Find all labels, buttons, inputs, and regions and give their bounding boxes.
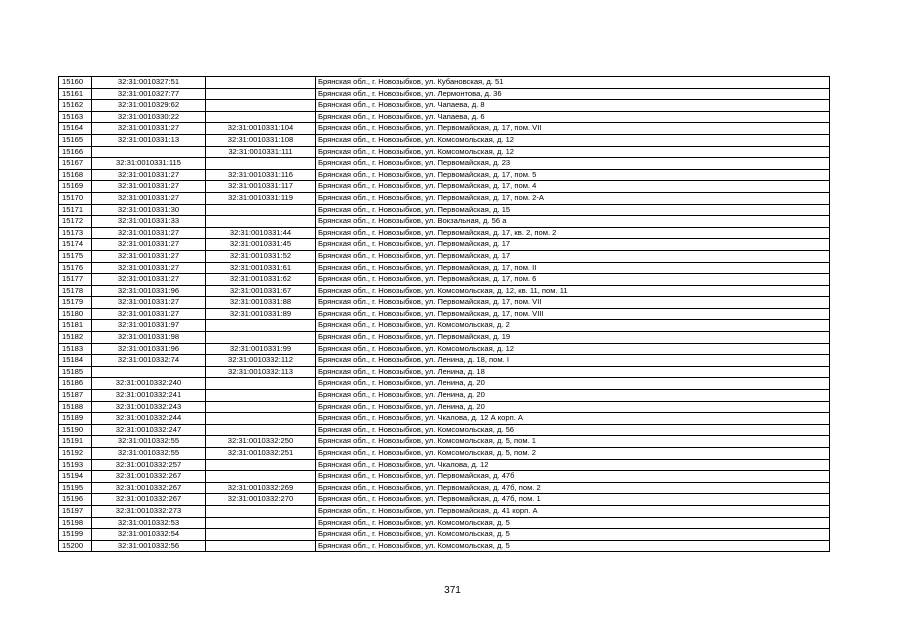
row-number-cell: 15195	[59, 482, 92, 494]
row-number-cell: 15194	[59, 471, 92, 483]
row-number-cell: 15188	[59, 401, 92, 413]
table-row	[59, 250, 830, 262]
row-number-cell: 15167	[59, 158, 92, 170]
address-cell: Брянская обл., г. Новозыбков, ул. Первомайская, д. 17, пом. 6	[316, 274, 830, 286]
parcel-cadastral-number-cell: 32:31:0010331:27	[92, 192, 206, 204]
address-cell: Брянская обл., г. Новозыбков, ул. Комсомольская, д. 12, кв. 11, пом. 11	[316, 285, 830, 297]
row-number-cell: 15191	[59, 436, 92, 448]
address-cell: Брянская обл., г. Новозыбков, ул. Комсомольская, д. 12	[316, 134, 830, 146]
address-cell: Брянская обл., г. Новозыбков, ул. Лермонтова, д. 36	[316, 88, 830, 100]
parcel-cadastral-number-cell: 32:31:0010331:27	[92, 274, 206, 286]
parcel-cadastral-number-cell: 32:31:0010331:115	[92, 158, 206, 170]
row-number-cell: 15165	[59, 134, 92, 146]
address-cell: Брянская обл., г. Новозыбков, ул. Первомайская, д. 19	[316, 332, 830, 344]
address-cell: Брянская обл., г. Новозыбков, ул. Первомайская, д. 47б	[316, 471, 830, 483]
table-row	[59, 378, 830, 390]
address-cell: Брянская обл., г. Новозыбков, ул. Первомайская, д. 15	[316, 204, 830, 216]
table-row	[59, 192, 830, 204]
object-cadastral-number-cell: 32:31:0010332:250	[206, 436, 316, 448]
object-cadastral-number-cell: 32:31:0010331:117	[206, 181, 316, 193]
row-number-cell: 15198	[59, 517, 92, 529]
address-cell: Брянская обл., г. Новозыбков, ул. Первомайская, д. 17, пом. VII	[316, 123, 830, 135]
object-cadastral-number-cell: 32:31:0010331:44	[206, 227, 316, 239]
object-cadastral-number-cell	[206, 320, 316, 332]
table-row	[59, 285, 830, 297]
address-cell: Брянская обл., г. Новозыбков, ул. Комсомольская, д. 5	[316, 517, 830, 529]
parcel-cadastral-number-cell: 32:31:0010331:27	[92, 169, 206, 181]
row-number-cell: 15183	[59, 343, 92, 355]
table-row	[59, 227, 830, 239]
table-row	[59, 274, 830, 286]
row-number-cell: 15197	[59, 505, 92, 517]
address-cell: Брянская обл., г. Новозыбков, ул. Первомайская, д. 17, кв. 2, пом. 2	[316, 227, 830, 239]
object-cadastral-number-cell	[206, 88, 316, 100]
row-number-cell: 15177	[59, 274, 92, 286]
parcel-cadastral-number-cell: 32:31:0010331:27	[92, 227, 206, 239]
table-row	[59, 77, 830, 89]
address-cell: Брянская обл., г. Новозыбков, ул. Первомайская, д. 17, пом. 5	[316, 169, 830, 181]
object-cadastral-number-cell: 32:31:0010332:112	[206, 355, 316, 367]
address-cell: Брянская обл., г. Новозыбков, ул. Ленина, д. 18, пом. I	[316, 355, 830, 367]
object-cadastral-number-cell: 32:31:0010331:88	[206, 297, 316, 309]
parcel-cadastral-number-cell: 32:31:0010332:55	[92, 436, 206, 448]
parcel-cadastral-number-cell: 32:31:0010331:27	[92, 262, 206, 274]
parcel-cadastral-number-cell: 32:31:0010331:27	[92, 308, 206, 320]
row-number-cell: 15161	[59, 88, 92, 100]
object-cadastral-number-cell	[206, 424, 316, 436]
object-cadastral-number-cell: 32:31:0010331:62	[206, 274, 316, 286]
object-cadastral-number-cell: 32:31:0010331:45	[206, 239, 316, 251]
table-row	[59, 297, 830, 309]
object-cadastral-number-cell	[206, 517, 316, 529]
object-cadastral-number-cell: 32:31:0010331:89	[206, 308, 316, 320]
table-row	[59, 332, 830, 344]
parcel-cadastral-number-cell: 32:31:0010327:77	[92, 88, 206, 100]
address-cell: Брянская обл., г. Новозыбков, ул. Первомайская, д. 17	[316, 239, 830, 251]
table-row	[59, 436, 830, 448]
row-number-cell: 15171	[59, 204, 92, 216]
table-row	[59, 111, 830, 123]
object-cadastral-number-cell	[206, 529, 316, 541]
row-number-cell: 15185	[59, 366, 92, 378]
parcel-cadastral-number-cell: 32:31:0010331:27	[92, 297, 206, 309]
row-number-cell: 15175	[59, 250, 92, 262]
object-cadastral-number-cell: 32:31:0010331:116	[206, 169, 316, 181]
object-cadastral-number-cell	[206, 459, 316, 471]
table-row	[59, 204, 830, 216]
object-cadastral-number-cell: 32:31:0010332:270	[206, 494, 316, 506]
row-number-cell: 15193	[59, 459, 92, 471]
object-cadastral-number-cell	[206, 204, 316, 216]
row-number-cell: 15187	[59, 390, 92, 402]
object-cadastral-number-cell: 32:31:0010332:269	[206, 482, 316, 494]
row-number-cell: 15173	[59, 227, 92, 239]
parcel-cadastral-number-cell: 32:31:0010332:273	[92, 505, 206, 517]
parcel-cadastral-number-cell: 32:31:0010332:56	[92, 540, 206, 552]
object-cadastral-number-cell: 32:31:0010331:111	[206, 146, 316, 158]
parcel-cadastral-number-cell: 32:31:0010331:98	[92, 332, 206, 344]
row-number-cell: 15164	[59, 123, 92, 135]
object-cadastral-number-cell	[206, 413, 316, 425]
address-cell: Брянская обл., г. Новозыбков, ул. Ленина, д. 20	[316, 401, 830, 413]
parcel-cadastral-number-cell: 32:31:0010331:33	[92, 216, 206, 228]
address-cell: Брянская обл., г. Новозыбков, ул. Комсомольская, д. 5, пом. 2	[316, 448, 830, 460]
registry-table	[58, 76, 830, 552]
table-row	[59, 366, 830, 378]
parcel-cadastral-number-cell: 32:31:0010332:267	[92, 494, 206, 506]
row-number-cell: 15196	[59, 494, 92, 506]
address-cell: Брянская обл., г. Новозыбков, ул. Комсомольская, д. 5	[316, 529, 830, 541]
address-cell: Брянская обл., г. Новозыбков, ул. Чкалова, д. 12	[316, 459, 830, 471]
parcel-cadastral-number-cell: 32:31:0010327:51	[92, 77, 206, 89]
table-row	[59, 517, 830, 529]
parcel-cadastral-number-cell: 32:31:0010332:243	[92, 401, 206, 413]
address-cell: Брянская обл., г. Новозыбков, ул. Первомайская, д. 17	[316, 250, 830, 262]
address-cell: Брянская обл., г. Новозыбков, ул. Ленина, д. 20	[316, 378, 830, 390]
parcel-cadastral-number-cell	[92, 366, 206, 378]
address-cell: Брянская обл., г. Новозыбков, ул. Комсомольская, д. 5	[316, 540, 830, 552]
object-cadastral-number-cell: 32:31:0010331:119	[206, 192, 316, 204]
table-row	[59, 413, 830, 425]
address-cell: Брянская обл., г. Новозыбков, ул. Ленина, д. 20	[316, 390, 830, 402]
row-number-cell: 15181	[59, 320, 92, 332]
address-cell: Брянская обл., г. Новозыбков, ул. Кубановская, д. 51	[316, 77, 830, 89]
object-cadastral-number-cell	[206, 158, 316, 170]
object-cadastral-number-cell	[206, 390, 316, 402]
object-cadastral-number-cell	[206, 111, 316, 123]
address-cell: Брянская обл., г. Новозыбков, ул. Первомайская, д. 17, пом. VII	[316, 297, 830, 309]
address-cell: Брянская обл., г. Новозыбков, ул. Первомайская, д. 47б, пом. 2	[316, 482, 830, 494]
address-cell: Брянская обл., г. Новозыбков, ул. Чкалова, д. 12 А корп. А	[316, 413, 830, 425]
object-cadastral-number-cell	[206, 77, 316, 89]
row-number-cell: 15178	[59, 285, 92, 297]
object-cadastral-number-cell	[206, 100, 316, 112]
address-cell: Брянская обл., г. Новозыбков, ул. Комсомольская, д. 12	[316, 343, 830, 355]
table-row	[59, 343, 830, 355]
table-row	[59, 158, 830, 170]
object-cadastral-number-cell	[206, 401, 316, 413]
table-row	[59, 390, 830, 402]
address-cell: Брянская обл., г. Новозыбков, ул. Ленина, д. 18	[316, 366, 830, 378]
row-number-cell: 15186	[59, 378, 92, 390]
row-number-cell: 15174	[59, 239, 92, 251]
parcel-cadastral-number-cell: 32:31:0010331:27	[92, 239, 206, 251]
parcel-cadastral-number-cell	[92, 146, 206, 158]
parcel-cadastral-number-cell: 32:31:0010332:241	[92, 390, 206, 402]
object-cadastral-number-cell: 32:31:0010332:113	[206, 366, 316, 378]
object-cadastral-number-cell: 32:31:0010331:52	[206, 250, 316, 262]
row-number-cell: 15168	[59, 169, 92, 181]
parcel-cadastral-number-cell: 32:31:0010332:257	[92, 459, 206, 471]
address-cell: Брянская обл., г. Новозыбков, ул. Первомайская, д. 47б, пом. 1	[316, 494, 830, 506]
parcel-cadastral-number-cell: 32:31:0010332:240	[92, 378, 206, 390]
object-cadastral-number-cell: 32:31:0010331:104	[206, 123, 316, 135]
row-number-cell: 15200	[59, 540, 92, 552]
table-row	[59, 540, 830, 552]
row-number-cell: 15199	[59, 529, 92, 541]
address-cell: Брянская обл., г. Новозыбков, ул. Чапаева, д. 6	[316, 111, 830, 123]
parcel-cadastral-number-cell: 32:31:0010332:247	[92, 424, 206, 436]
address-cell: Брянская обл., г. Новозыбков, ул. Чапаева, д. 8	[316, 100, 830, 112]
table-row	[59, 320, 830, 332]
object-cadastral-number-cell: 32:31:0010331:108	[206, 134, 316, 146]
address-cell: Брянская обл., г. Новозыбков, ул. Комсомольская, д. 5, пом. 1	[316, 436, 830, 448]
row-number-cell: 15170	[59, 192, 92, 204]
parcel-cadastral-number-cell: 32:31:0010331:96	[92, 285, 206, 297]
table-row	[59, 308, 830, 320]
object-cadastral-number-cell	[206, 378, 316, 390]
row-number-cell: 15172	[59, 216, 92, 228]
row-number-cell: 15176	[59, 262, 92, 274]
object-cadastral-number-cell	[206, 471, 316, 483]
parcel-cadastral-number-cell: 32:31:0010331:27	[92, 250, 206, 262]
object-cadastral-number-cell	[206, 216, 316, 228]
parcel-cadastral-number-cell: 32:31:0010332:267	[92, 482, 206, 494]
table-row	[59, 448, 830, 460]
parcel-cadastral-number-cell: 32:31:0010332:74	[92, 355, 206, 367]
row-number-cell: 15163	[59, 111, 92, 123]
address-cell: Брянская обл., г. Новозыбков, ул. Первомайская, д. 41 корп. А	[316, 505, 830, 517]
address-cell: Брянская обл., г. Новозыбков, ул. Вокзальная, д. 56 а	[316, 216, 830, 228]
address-cell: Брянская обл., г. Новозыбков, ул. Первомайская, д. 17, пом. 4	[316, 181, 830, 193]
table-row	[59, 401, 830, 413]
object-cadastral-number-cell: 32:31:0010331:67	[206, 285, 316, 297]
row-number-cell: 15160	[59, 77, 92, 89]
table-row	[59, 216, 830, 228]
parcel-cadastral-number-cell: 32:31:0010329:62	[92, 100, 206, 112]
table-row	[59, 529, 830, 541]
table-row	[59, 262, 830, 274]
address-cell: Брянская обл., г. Новозыбков, ул. Первомайская, д. 17, пом. II	[316, 262, 830, 274]
row-number-cell: 15182	[59, 332, 92, 344]
object-cadastral-number-cell	[206, 332, 316, 344]
address-cell: Брянская обл., г. Новозыбков, ул. Комсомольская, д. 2	[316, 320, 830, 332]
object-cadastral-number-cell: 32:31:0010331:61	[206, 262, 316, 274]
table-row	[59, 88, 830, 100]
parcel-cadastral-number-cell: 32:31:0010331:96	[92, 343, 206, 355]
row-number-cell: 15169	[59, 181, 92, 193]
row-number-cell: 15166	[59, 146, 92, 158]
address-cell: Брянская обл., г. Новозыбков, ул. Комсомольская, д. 56	[316, 424, 830, 436]
object-cadastral-number-cell	[206, 505, 316, 517]
row-number-cell: 15189	[59, 413, 92, 425]
row-number-cell: 15192	[59, 448, 92, 460]
parcel-cadastral-number-cell: 32:31:0010332:267	[92, 471, 206, 483]
parcel-cadastral-number-cell: 32:31:0010332:244	[92, 413, 206, 425]
address-cell: Брянская обл., г. Новозыбков, ул. Первомайская, д. 17, пом. 2-А	[316, 192, 830, 204]
row-number-cell: 15190	[59, 424, 92, 436]
address-cell: Брянская обл., г. Новозыбков, ул. Первомайская, д. 23	[316, 158, 830, 170]
table-row	[59, 459, 830, 471]
table-row	[59, 494, 830, 506]
table-row	[59, 100, 830, 112]
table-row	[59, 123, 830, 135]
parcel-cadastral-number-cell: 32:31:0010331:30	[92, 204, 206, 216]
table-row	[59, 181, 830, 193]
parcel-cadastral-number-cell: 32:31:0010330:22	[92, 111, 206, 123]
page-number: 371	[444, 585, 461, 596]
table-row	[59, 134, 830, 146]
address-cell: Брянская обл., г. Новозыбков, ул. Комсомольская, д. 12	[316, 146, 830, 158]
table-row	[59, 482, 830, 494]
parcel-cadastral-number-cell: 32:31:0010332:54	[92, 529, 206, 541]
object-cadastral-number-cell	[206, 540, 316, 552]
row-number-cell: 15184	[59, 355, 92, 367]
table-row	[59, 355, 830, 367]
row-number-cell: 15179	[59, 297, 92, 309]
object-cadastral-number-cell: 32:31:0010331:99	[206, 343, 316, 355]
parcel-cadastral-number-cell: 32:31:0010331:97	[92, 320, 206, 332]
table-row	[59, 424, 830, 436]
parcel-cadastral-number-cell: 32:31:0010331:13	[92, 134, 206, 146]
table-row	[59, 239, 830, 251]
row-number-cell: 15180	[59, 308, 92, 320]
parcel-cadastral-number-cell: 32:31:0010332:55	[92, 448, 206, 460]
address-cell: Брянская обл., г. Новозыбков, ул. Первомайская, д. 17, пом. VIII	[316, 308, 830, 320]
parcel-cadastral-number-cell: 32:31:0010331:27	[92, 181, 206, 193]
row-number-cell: 15162	[59, 100, 92, 112]
table-row	[59, 471, 830, 483]
object-cadastral-number-cell: 32:31:0010332:251	[206, 448, 316, 460]
registry-body	[59, 77, 830, 552]
table-row	[59, 169, 830, 181]
table-row	[59, 505, 830, 517]
parcel-cadastral-number-cell: 32:31:0010332:53	[92, 517, 206, 529]
parcel-cadastral-number-cell: 32:31:0010331:27	[92, 123, 206, 135]
table-row	[59, 146, 830, 158]
